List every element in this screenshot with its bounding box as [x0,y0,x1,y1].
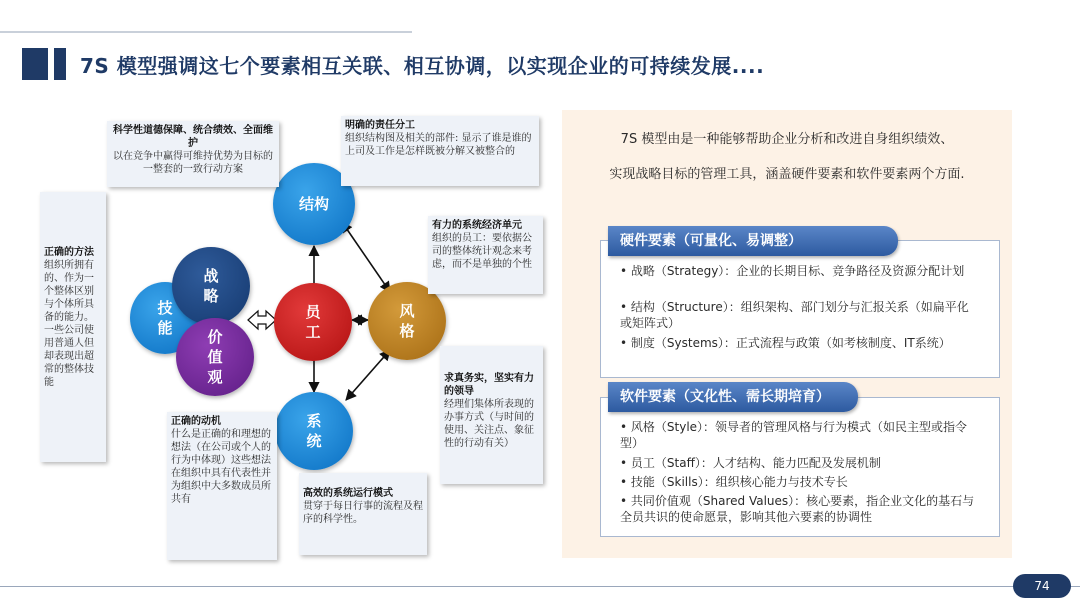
note-staff [428,216,543,294]
note-staff-heading: 有力的系统经济单元 [432,220,522,231]
soft-elements-tab: 软件要素（文化性、需长期培育） [608,382,858,412]
note-systems [299,473,427,555]
note-style-body: 经理们集体所表现的办事方式（与时间的使用、关注点、象征性的行动有关） [444,399,534,449]
note-structure-heading: 明确的责任分工 [345,120,415,131]
summary-panel [562,110,1012,558]
note-systems-body: 贯穿于每日行事的流程及程序的科学性。 [303,501,423,525]
circle-shared-values: 价值观 [176,318,254,396]
soft-item-staff: • 员工（Staff）：人才结构、能力匹配及发展机制 [620,456,881,470]
circle-systems: 系统 [275,392,353,470]
bottom-divider [0,586,1080,587]
soft-item-style: • 风格（Style）：领导者的管理风格与行为模式（如民主型或指令型） [620,420,968,450]
note-strategy-body: 以在竞争中赢得可维持优势为目标的一整套的一致行动方案 [113,151,273,175]
note-values-heading: 正确的动机 [171,416,221,427]
hard-elements-tab: 硬件要素（可量化、易调整） [608,226,898,256]
soft-item-skills: • 技能（Skills）：组织核心能力与技术专长 [620,475,848,489]
note-strategy-heading: 科学性道德保障、统合绩效、全面维护 [113,125,273,149]
circle-staff: 员工 [274,283,352,361]
circle-skills: 技能 [130,282,200,354]
page-number: 74 [1013,574,1071,598]
note-structure [341,116,539,186]
circle-style: 风格 [368,282,446,360]
hard-item-structure: • 结构（Structure）：组织架构、部门划分与汇报关系（如扁平化或矩阵式） [620,300,969,330]
note-skills [40,192,106,462]
intro-line-2: 实现战略目标的管理工具，涵盖硬件要素和软件要素两个方面. [609,167,965,182]
note-structure-body: 组织结构图及相关的部件: 显示了谁是谁的上司及工作是怎样既被分解又被整合的 [345,133,532,157]
soft-item-shared-values: • 共同价值观（Shared Values）：核心要素，指企业文化的基石与全员共识的使命愿景，影响其他六要素的协调性 [620,494,975,524]
note-style [440,346,543,484]
hard-item-strategy: • 战略（Strategy）：企业的长期目标、竞争路径及资源分配计划 [620,264,965,278]
line-style-systems [346,350,390,400]
circle-strategy: 战略 [172,247,250,325]
note-strategy [107,121,279,187]
note-style-heading: 求真务实，坚实有力的领导 [444,373,534,397]
circle-structure: 结构 [273,163,355,245]
note-systems-heading: 高效的系统运行模式 [303,488,393,499]
note-shared-values [167,412,277,560]
line-structure-style [342,222,390,292]
note-staff-body: 组织的员工：要依据公司的整体统计观念来考虑，而不是单独的个性 [432,233,532,270]
note-values-body: 什么是正确的和理想的想法（在公司或个人的行为中体现）这些想法在组织中具有代表性并为组织中大多数成员所共有 [171,429,271,505]
note-skills-heading: 正确的方法 [44,247,94,258]
intro-line-1: 7S 模型由是一种能够帮助企业分析和改进自身组织绩效、 [620,132,954,147]
hard-item-systems: • 制度（Systems）：正式流程与政策（如考核制度、IT系统） [620,336,951,350]
slide-title: 7S 模型强调这七个要素相互关联、相互协调，以实现企业的可持续发展.... [80,54,765,78]
double-arrow-staff-strategy [248,311,276,329]
note-skills-body: 组织所拥有的、作为一个整体区别与个体所具备的能力。一些公司使用普通人但却表现出超常的整体技能 [44,260,94,388]
